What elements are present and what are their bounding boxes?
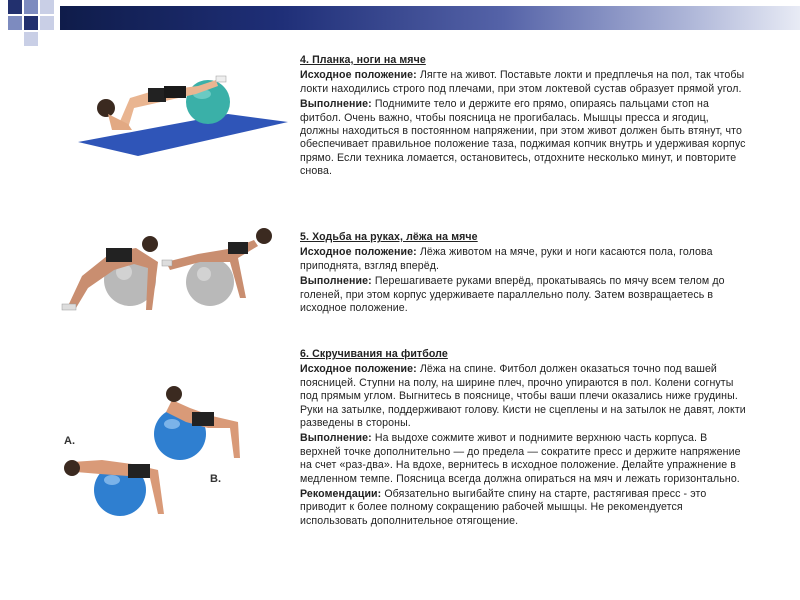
athlete-head [97, 99, 115, 117]
start-position-label: Исходное положение: [300, 246, 417, 259]
crunch-exercise-illustration [62, 382, 272, 542]
start-position-text: Лёжа на спине. Фитбол должен оказаться точно под вашей поясницей. Ступни на полу, на ширине плеч, прочно упираются в пол. Колени согнуты под прямым углом. Выгнитесь в пояснице, чтобы ваши плечи оказались ниже грудины. Руки на затылке, поддерживают голову. Кисти не сцеплены и на затылок не давят, локти разведены в стороны. [300, 363, 746, 430]
image-label-a: A. [64, 435, 75, 447]
image-label-b: B. [210, 473, 221, 485]
execution-label: Выполнение: [300, 98, 372, 111]
start-position-paragraph [300, 246, 750, 273]
section-title: 6. Скручивания на фитболе [300, 348, 448, 360]
recommendations-label: Рекомендации: [300, 488, 382, 501]
athlete-shorts-bottom [128, 464, 150, 478]
athlete-head-left [142, 236, 158, 252]
start-position-text: Лёжа животом на мяче, руки и ноги касаются пола, голова приподнята, взгляд вперёд. [300, 246, 713, 272]
athlete-shoe-left [62, 304, 76, 310]
execution-text: На выдохе сожмите живот и поднимите верхнюю часть корпуса. В верхней точке дополнительно — до предела — сократите пресс и держите напряжение на счет «раз-два». На вдохе, вернитесь в исходное положение. Делайте упражнение в медленном темпе. Поясница всегда должна опираться на мяч и лежать горизонтально. [300, 432, 741, 485]
execution-paragraph [300, 432, 750, 486]
section-title: 4. Планка, ноги на мяче [300, 54, 426, 66]
title-bar-decoration [0, 0, 800, 46]
athlete-top-left [106, 248, 132, 262]
athlete-shorts [164, 86, 186, 98]
decor-square [24, 32, 38, 46]
exercise-section-4 [300, 54, 750, 179]
exercise-mat [78, 114, 288, 156]
walkout-exercise-illustration [58, 218, 278, 328]
exercise-section-6 [300, 348, 750, 528]
fitball-highlight [197, 267, 211, 281]
athlete-head-right [256, 228, 272, 244]
execution-text: Перешагиваете руками вперёд, прокатываясь по мячу всем телом до голеней, при этом корпус удерживаете параллельно полу. Затем возвращаетесь в исходное положение. [300, 275, 725, 315]
athlete-head-bottom [64, 460, 80, 476]
athlete-top [148, 88, 166, 102]
decor-square [8, 0, 22, 14]
decor-square [24, 16, 38, 30]
start-position-label: Исходное положение: [300, 363, 417, 376]
gradient-band [60, 6, 800, 30]
execution-text: Поднимите тело и держите его прямо, опираясь пальцами стоп на фитбол. Очень важно, чтобы поясница не прогибалась. Мышцы пресса и ягодиц, должны находиться в постоянном напряжении, при этом живот должен быть втянут, что обеспечивает правильное положение таза, поджимая копчик внутрь и удерживая корпус прямо. Если техника ломается, остановитесь, отдохните несколько минут, и повторите снова. [300, 98, 746, 178]
execution-label: Выполнение: [300, 275, 372, 288]
execution-label: Выполнение: [300, 432, 372, 445]
recommendations-text: Обязательно выгибайте спину на старте, растягивая пресс - это приводит к более полному сокращению рабочей мышцы. Не рекомендуется использовать дополнительное отягощение. [300, 488, 707, 527]
start-position-text: Лягте на живот. Поставьте локти и предплечья на пол, так чтобы локти находились строго под плечами, при этом локтевой сустав образует прямой угол. [300, 69, 745, 95]
start-position-label: Исходное положение: [300, 69, 417, 82]
fitball-highlight [104, 475, 120, 485]
decor-square [8, 16, 22, 30]
decor-square [24, 0, 38, 14]
athlete-shorts-top [192, 412, 214, 426]
fitball-highlight [164, 419, 180, 429]
athlete-shoe-right [162, 260, 172, 266]
fitball-gray [186, 258, 234, 306]
execution-paragraph [300, 98, 750, 178]
start-position-paragraph [300, 363, 750, 430]
athlete-top-right [228, 242, 248, 254]
exercise-section-5 [300, 231, 750, 315]
plank-exercise-illustration [78, 62, 288, 158]
recommendations-paragraph [300, 488, 750, 528]
decor-square [40, 0, 54, 14]
athlete-shoe [216, 76, 226, 82]
decor-square [40, 16, 54, 30]
execution-paragraph [300, 275, 750, 315]
start-position-paragraph [300, 69, 750, 96]
athlete-head-top [166, 386, 182, 402]
section-title: 5. Ходьба на руках, лёжа на мяче [300, 231, 478, 243]
